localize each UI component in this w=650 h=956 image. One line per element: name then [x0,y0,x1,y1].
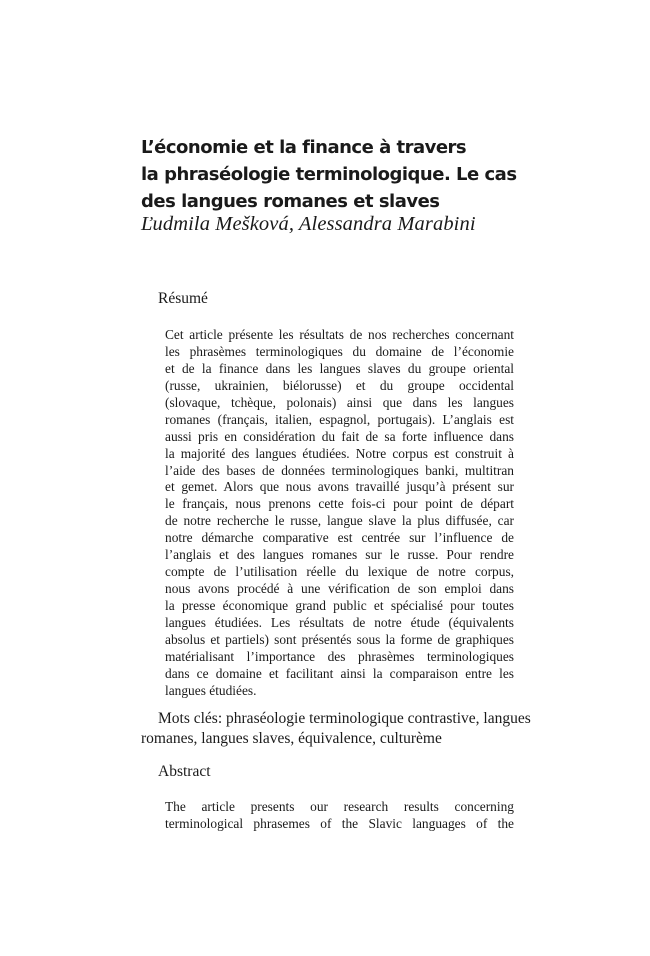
resume-line: notre démarche comparative est centrée sur l’influence de [165,530,514,546]
resume-line: les phrasèmes terminologiques du domaine de l’économie [165,343,514,359]
resume-body [165,327,514,700]
authors: Ľudmila Mešková, Alessandra Marabini [141,213,476,235]
keywords [141,709,541,749]
resume-line: dans ce domaine et facilitant ainsi la comparaison entre les [165,665,514,681]
resume-line: absolus et partiels) sont présentés sous la forme de graphiques [165,631,514,647]
abstract-heading: Abstract [158,763,211,780]
resume-line: nous avons procédé à une vérification de son emploi dans [165,581,514,597]
title-line: L’économie et la finance à travers [141,137,467,158]
resume-line: (slovaque, tchèque, polonais) ainsi que dans les langues [165,394,514,410]
abstract-line: terminological phrasemes of the Slavic languages of the [165,815,514,831]
resume-line: de notre recherche le russe, langue slave la plus diffusée, car [165,513,514,529]
resume-line: et gemet. Alors que nous avons travaillé jusqu’à présent sur [165,479,514,495]
resume-line: la majorité des langues étudiées. Notre corpus est construit à [165,445,514,461]
resume-line: Cet article présente les résultats de nos recherches concernant [165,327,514,342]
resume-line: aussi pris en considération du fait de sa forte influence dans [165,428,514,444]
title-line: la phraséologie terminologique. Le cas [141,164,517,185]
abstract-line: The article presents our research results concerning [165,799,514,814]
resume-line: compte de l’utilisation réelle du lexique de notre corpus, [165,564,514,580]
resume-line: langues étudiées. [165,682,257,698]
article-title [141,134,541,215]
resume-heading: Résumé [158,290,208,307]
resume-line: l’anglais et des langues romanes sur le russe. Pour rendre [165,547,514,563]
keywords-line: Mots clés: phraséologie terminologique contrastive, langues [158,710,531,727]
resume-line: et de la finance dans les langues slaves du groupe oriental [165,360,514,376]
resume-line: (russe, ukrainien, biélorusse) et du groupe occidental [165,377,514,393]
resume-line: le français, nous prenons cette fois-ci pour point de départ [165,496,514,512]
resume-line: langues étudiées. Les résultats de notre étude (équivalents [165,614,514,630]
keywords-line: romanes, langues slaves, équivalence, culturème [141,730,442,747]
title-line: des langues romanes et slaves [141,191,440,212]
resume-line: romanes (français, italien, espagnol, portugais). L’anglais est [165,411,514,427]
resume-line: la presse économique grand public et spécialisé pour toutes [165,598,514,613]
abstract-body [165,799,514,833]
resume-line: l’aide des bases de données terminologiques banki, multitran [165,462,514,478]
resume-line: matérialisant l’importance des phrasèmes terminologiques [165,648,514,664]
